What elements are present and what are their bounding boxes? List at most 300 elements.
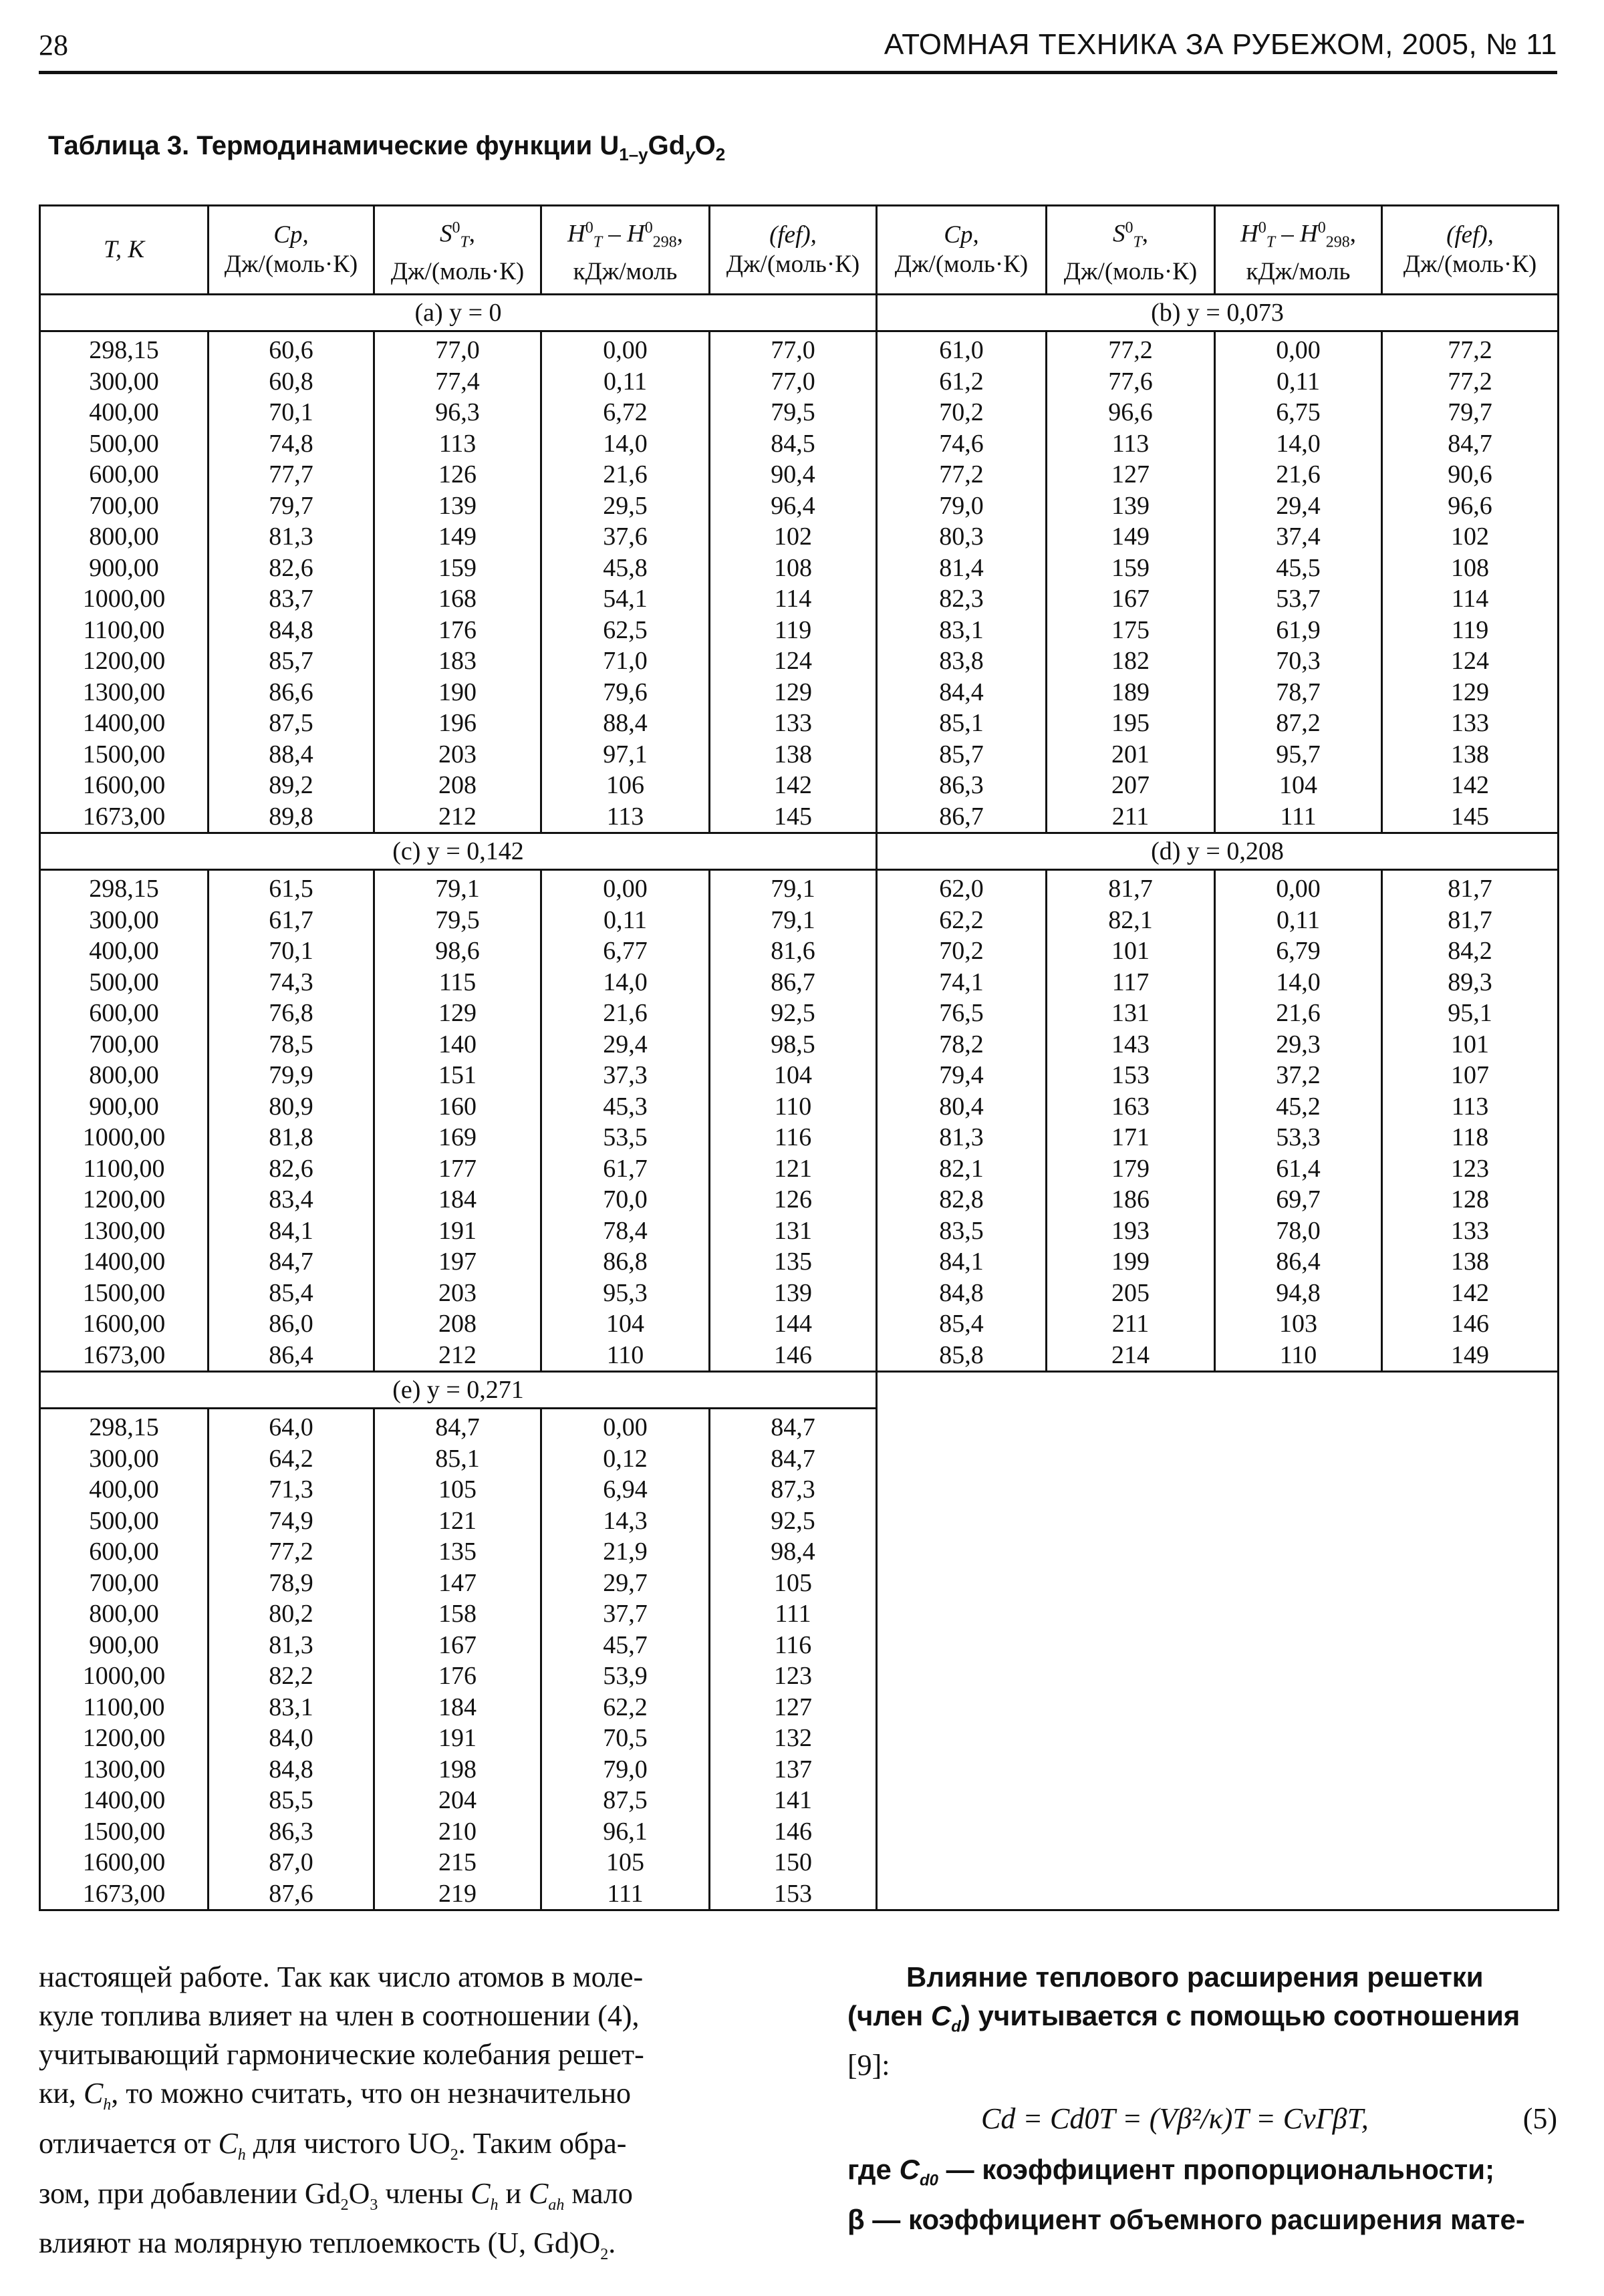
table-row — [40, 1308, 1559, 1340]
cell-a-cp: 60,6 — [209, 331, 374, 366]
cell-e-cp: 83,1 — [209, 1692, 374, 1723]
cell-c-cp: 78,5 — [209, 1029, 374, 1060]
cell-e-h: 21,9 — [541, 1536, 710, 1568]
cell-e-cp: 77,2 — [209, 1536, 374, 1568]
cell-d-f: 146 — [1382, 1308, 1559, 1340]
cell-T: 1100,00 — [40, 1692, 209, 1723]
cell-d-s: 171 — [1047, 1122, 1215, 1153]
col-header-cp: Cp, Дж/(моль·К) — [209, 206, 374, 295]
cell-T: 700,00 — [40, 1029, 209, 1060]
cell-a-f: 133 — [710, 708, 877, 739]
cell-b-cp: 79,0 — [877, 490, 1047, 522]
cell-a-f: 108 — [710, 553, 877, 584]
cell-d-f: 101 — [1382, 1029, 1559, 1060]
cell-c-f: 98,5 — [710, 1029, 877, 1060]
cell-c-s: 197 — [374, 1246, 541, 1278]
cell-e-h: 0,00 — [541, 1409, 710, 1443]
text-line: где $C_{d0}$ — коэффициент пропорциональности; — [847, 2154, 1495, 2190]
cell-T: 1673,00 — [40, 801, 209, 833]
cell-d-f: 89,3 — [1382, 967, 1559, 998]
cell-c-h: 0,11 — [541, 905, 710, 936]
section-c-label: (c) y = 0,142 — [40, 833, 877, 870]
cell-c-s: 177 — [374, 1153, 541, 1185]
cell-d-s: 214 — [1047, 1340, 1215, 1372]
text-line: куле топлива влияет на член в соотношении (4), — [39, 1999, 640, 2032]
cell-a-s: 212 — [374, 801, 541, 833]
cell-c-f: 116 — [710, 1122, 877, 1153]
cell-e-cp: 82,2 — [209, 1661, 374, 1692]
page-number: 28 — [39, 29, 68, 61]
cell-T: 1400,00 — [40, 1246, 209, 1278]
cell-a-h: 45,8 — [541, 553, 710, 584]
table-row — [40, 1029, 1559, 1060]
cell-a-f: 114 — [710, 583, 877, 615]
table-row — [40, 521, 1559, 553]
cell-T: 298,15 — [40, 1409, 209, 1443]
cell-a-cp: 74,8 — [209, 428, 374, 460]
cell-T: 300,00 — [40, 905, 209, 936]
cell-e-s: 215 — [374, 1847, 541, 1878]
cell-a-h: 113 — [541, 801, 710, 833]
cell-a-s: 190 — [374, 677, 541, 708]
cell-T: 1000,00 — [40, 583, 209, 615]
cell-b-s: 195 — [1047, 708, 1215, 739]
cell-b-s: 139 — [1047, 490, 1215, 522]
cell-a-cp: 89,8 — [209, 801, 374, 833]
cell-e-cp: 87,0 — [209, 1847, 374, 1878]
cell-e-s: 147 — [374, 1568, 541, 1599]
cell-b-cp: 77,2 — [877, 459, 1047, 490]
cell-b-s: 96,6 — [1047, 397, 1215, 428]
cell-e-f: 137 — [710, 1754, 877, 1785]
cell-c-s: 169 — [374, 1122, 541, 1153]
cell-b-f: 96,6 — [1382, 490, 1559, 522]
cell-c-f: 86,7 — [710, 967, 877, 998]
header-rule — [39, 71, 1557, 74]
cell-c-h: 37,3 — [541, 1060, 710, 1091]
cell-c-f: 144 — [710, 1308, 877, 1340]
cell-d-f: 81,7 — [1382, 870, 1559, 905]
cell-e-s: 191 — [374, 1723, 541, 1754]
cell-c-h: 78,4 — [541, 1215, 710, 1247]
cell-a-cp: 86,6 — [209, 677, 374, 708]
cell-e-h: 70,5 — [541, 1723, 710, 1754]
cell-b-f: 79,7 — [1382, 397, 1559, 428]
table-caption: Таблица 3. Термодинамические функции $U_{1-y}Gd_yO_2$ — [48, 131, 726, 164]
cell-e-h: 0,12 — [541, 1443, 710, 1475]
cell-d-cp: 62,2 — [877, 905, 1047, 936]
cell-T: 1600,00 — [40, 1847, 209, 1878]
cell-d-cp: 80,4 — [877, 1091, 1047, 1123]
cell-d-s: 101 — [1047, 936, 1215, 967]
cell-b-f: 77,2 — [1382, 366, 1559, 398]
col-header-fef: (fef), Дж/(моль·К) — [710, 206, 877, 295]
table-row — [40, 1122, 1559, 1153]
cell-b-h: 29,4 — [1215, 490, 1382, 522]
cell-c-cp: 70,1 — [209, 936, 374, 967]
cell-c-s: 115 — [374, 967, 541, 998]
cell-e-h: 111 — [541, 1878, 710, 1910]
cell-c-cp: 83,4 — [209, 1184, 374, 1215]
cell-c-f: 81,6 — [710, 936, 877, 967]
cell-a-s: 77,0 — [374, 331, 541, 366]
cell-b-h: 87,2 — [1215, 708, 1382, 739]
cell-e-cp: 84,8 — [209, 1754, 374, 1785]
table-row — [40, 739, 1559, 770]
cell-d-h: 61,4 — [1215, 1153, 1382, 1185]
cell-c-f: 139 — [710, 1278, 877, 1309]
cell-c-s: 191 — [374, 1215, 541, 1247]
cell-e-f: 98,4 — [710, 1536, 877, 1568]
cell-e-f: 153 — [710, 1878, 877, 1910]
cell-b-h: 6,75 — [1215, 397, 1382, 428]
cell-e-cp: 78,9 — [209, 1568, 374, 1599]
table-row — [40, 366, 1559, 398]
cell-c-cp: 76,8 — [209, 998, 374, 1029]
cell-T: 300,00 — [40, 1443, 209, 1475]
cell-e-s: 135 — [374, 1536, 541, 1568]
cell-e-cp: 74,9 — [209, 1505, 374, 1537]
cell-e-f: 146 — [710, 1816, 877, 1848]
cell-a-s: 183 — [374, 645, 541, 677]
cell-e-h: 96,1 — [541, 1816, 710, 1848]
cell-d-cp: 81,3 — [877, 1122, 1047, 1153]
text-line: отличается от $C_h$ для чистого $UO_2$. Таким обра- — [39, 2126, 627, 2164]
cell-c-s: 129 — [374, 998, 541, 1029]
cell-b-cp: 86,3 — [877, 770, 1047, 801]
cell-d-f: 123 — [1382, 1153, 1559, 1185]
cell-b-h: 61,9 — [1215, 615, 1382, 646]
cell-e-h: 62,2 — [541, 1692, 710, 1723]
cell-c-h: 0,00 — [541, 870, 710, 905]
table-row — [40, 936, 1559, 967]
cell-c-cp: 81,8 — [209, 1122, 374, 1153]
cell-T: 1500,00 — [40, 1278, 209, 1309]
cell-e-h: 105 — [541, 1847, 710, 1878]
cell-a-f: 142 — [710, 770, 877, 801]
cell-e-f: 123 — [710, 1661, 877, 1692]
cell-e-h: 37,7 — [541, 1598, 710, 1630]
cell-e-s: 198 — [374, 1754, 541, 1785]
cell-T: 400,00 — [40, 1474, 209, 1505]
cell-a-cp: 85,7 — [209, 645, 374, 677]
cell-b-f: 133 — [1382, 708, 1559, 739]
text-line: зом, при добавлении $Gd_2O_3$ члены $C_h$ и $C_{ah}$ мало — [39, 2176, 633, 2214]
col-header-h-2: $H^0_T - H^0_{298}$, кДж/моль — [1215, 206, 1382, 295]
cell-a-cp: 82,6 — [209, 553, 374, 584]
cell-a-h: 0,00 — [541, 331, 710, 366]
cell-d-h: 53,3 — [1215, 1122, 1382, 1153]
cell-c-s: 79,5 — [374, 905, 541, 936]
cell-b-s: 113 — [1047, 428, 1215, 460]
cell-c-f: 104 — [710, 1060, 877, 1091]
table-row — [40, 459, 1559, 490]
cell-d-f: 81,7 — [1382, 905, 1559, 936]
cell-c-h: 104 — [541, 1308, 710, 1340]
table-row — [40, 677, 1559, 708]
cell-c-h: 70,0 — [541, 1184, 710, 1215]
journal-title: АТОМНАЯ ТЕХНИКА ЗА РУБЕЖОМ, 2005, № 11 — [884, 28, 1557, 61]
cell-T: 1300,00 — [40, 1215, 209, 1247]
cell-e-f: 84,7 — [710, 1443, 877, 1475]
cell-d-cp: 82,8 — [877, 1184, 1047, 1215]
cell-c-s: 212 — [374, 1340, 541, 1372]
cell-a-s: 196 — [374, 708, 541, 739]
cell-e-s: 85,1 — [374, 1443, 541, 1475]
cell-a-s: 149 — [374, 521, 541, 553]
cell-b-f: 102 — [1382, 521, 1559, 553]
cell-T: 800,00 — [40, 1060, 209, 1091]
cell-b-cp: 86,7 — [877, 801, 1047, 833]
table-row — [40, 583, 1559, 615]
cell-a-cp: 84,8 — [209, 615, 374, 646]
cell-T: 1673,00 — [40, 1878, 209, 1910]
cell-c-h: 29,4 — [541, 1029, 710, 1060]
cell-a-f: 84,5 — [710, 428, 877, 460]
cell-a-f: 79,5 — [710, 397, 877, 428]
cell-e-cp: 64,2 — [209, 1443, 374, 1475]
cell-c-h: 110 — [541, 1340, 710, 1372]
table-row — [40, 645, 1559, 677]
cell-e-s: 105 — [374, 1474, 541, 1505]
cell-c-f: 121 — [710, 1153, 877, 1185]
cell-T: 400,00 — [40, 936, 209, 967]
cell-e-f: 127 — [710, 1692, 877, 1723]
cell-T: 1200,00 — [40, 1723, 209, 1754]
table-row — [40, 1340, 1559, 1372]
cell-d-s: 199 — [1047, 1246, 1215, 1278]
cell-d-s: 205 — [1047, 1278, 1215, 1309]
cell-a-cp: 88,4 — [209, 739, 374, 770]
cell-T: 1000,00 — [40, 1122, 209, 1153]
cell-T: 298,15 — [40, 870, 209, 905]
cell-b-f: 90,6 — [1382, 459, 1559, 490]
cell-b-f: 84,7 — [1382, 428, 1559, 460]
cell-a-f: 145 — [710, 801, 877, 833]
cell-a-h: 54,1 — [541, 583, 710, 615]
cell-T: 1200,00 — [40, 1184, 209, 1215]
table-row — [40, 490, 1559, 522]
cell-b-s: 77,6 — [1047, 366, 1215, 398]
cell-T: 1300,00 — [40, 677, 209, 708]
cell-e-cp: 71,3 — [209, 1474, 374, 1505]
cell-b-cp: 61,0 — [877, 331, 1047, 366]
cell-d-cp: 79,4 — [877, 1060, 1047, 1091]
cell-a-h: 79,6 — [541, 677, 710, 708]
col-header-h: $H^0_T - H^0_{298}$, кДж/моль — [541, 206, 710, 295]
cell-a-h: 29,5 — [541, 490, 710, 522]
cell-c-h: 45,3 — [541, 1091, 710, 1123]
cell-d-h: 69,7 — [1215, 1184, 1382, 1215]
section-a-label: (a) y = 0 — [40, 295, 877, 331]
cell-d-f: 84,2 — [1382, 936, 1559, 967]
text-line: (член $C_d$) учитывается с помощью соотношения — [847, 2000, 1520, 2036]
cell-a-s: 126 — [374, 459, 541, 490]
cell-a-f: 90,4 — [710, 459, 877, 490]
cell-d-s: 143 — [1047, 1029, 1215, 1060]
cell-c-h: 21,6 — [541, 998, 710, 1029]
cell-a-cp: 83,7 — [209, 583, 374, 615]
cell-a-s: 176 — [374, 615, 541, 646]
cell-e-cp: 86,3 — [209, 1816, 374, 1848]
cell-d-f: 133 — [1382, 1215, 1559, 1247]
cell-T: 800,00 — [40, 1598, 209, 1630]
cell-d-f: 113 — [1382, 1091, 1559, 1123]
cell-c-cp: 80,9 — [209, 1091, 374, 1123]
cell-b-s: 77,2 — [1047, 331, 1215, 366]
cell-e-cp: 80,2 — [209, 1598, 374, 1630]
cell-e-h: 45,7 — [541, 1630, 710, 1661]
cell-a-h: 71,0 — [541, 645, 710, 677]
cell-T: 500,00 — [40, 1505, 209, 1537]
table-row — [40, 905, 1559, 936]
table-row — [40, 428, 1559, 460]
right-text-column — [847, 1958, 1557, 2239]
cell-e-f: 116 — [710, 1630, 877, 1661]
cell-c-s: 79,1 — [374, 870, 541, 905]
cell-d-h: 86,4 — [1215, 1246, 1382, 1278]
cell-d-f: 128 — [1382, 1184, 1559, 1215]
equation-number: (5) — [1522, 2102, 1557, 2136]
cell-d-cp: 84,1 — [877, 1246, 1047, 1278]
text-line: β — коэффициент объемного расширения мате- — [847, 2203, 1525, 2235]
text-line: влияют на молярную теплоемкость (U, $Gd)O_2$. — [39, 2227, 616, 2264]
cell-b-cp: 82,3 — [877, 583, 1047, 615]
cell-c-cp: 86,4 — [209, 1340, 374, 1372]
cell-c-cp: 84,1 — [209, 1215, 374, 1247]
table-row — [40, 397, 1559, 428]
table-row — [40, 801, 1559, 833]
cell-d-f: 107 — [1382, 1060, 1559, 1091]
cell-d-f: 95,1 — [1382, 998, 1559, 1029]
equation-body: Cd = Cd0T = (Vβ²/κ)T = CvΓβT, — [981, 2102, 1369, 2136]
cell-a-cp: 89,2 — [209, 770, 374, 801]
cell-d-s: 153 — [1047, 1060, 1215, 1091]
cell-d-s: 193 — [1047, 1215, 1215, 1247]
cell-c-f: 135 — [710, 1246, 877, 1278]
cell-T: 298,15 — [40, 331, 209, 366]
cell-e-cp: 64,0 — [209, 1409, 374, 1443]
cell-b-s: 175 — [1047, 615, 1215, 646]
cell-c-h: 14,0 — [541, 967, 710, 998]
cell-d-h: 78,0 — [1215, 1215, 1382, 1247]
cell-b-f: 108 — [1382, 553, 1559, 584]
cell-c-h: 86,8 — [541, 1246, 710, 1278]
cell-c-cp: 82,6 — [209, 1153, 374, 1185]
cell-c-cp: 61,5 — [209, 870, 374, 905]
cell-T: 600,00 — [40, 1536, 209, 1568]
cell-a-h: 0,11 — [541, 366, 710, 398]
cell-b-h: 78,7 — [1215, 677, 1382, 708]
cell-e-f: 132 — [710, 1723, 877, 1754]
cell-b-s: 207 — [1047, 770, 1215, 801]
cell-d-f: 142 — [1382, 1278, 1559, 1309]
table-row — [40, 870, 1559, 905]
cell-d-h: 0,11 — [1215, 905, 1382, 936]
cell-b-f: 124 — [1382, 645, 1559, 677]
cell-b-cp: 80,3 — [877, 521, 1047, 553]
cell-a-s: 96,3 — [374, 397, 541, 428]
cell-e-s: 84,7 — [374, 1409, 541, 1443]
cell-d-s: 117 — [1047, 967, 1215, 998]
cell-d-s: 179 — [1047, 1153, 1215, 1185]
cell-d-cp: 85,8 — [877, 1340, 1047, 1372]
cell-a-s: 203 — [374, 739, 541, 770]
cell-c-s: 184 — [374, 1184, 541, 1215]
cell-d-h: 6,79 — [1215, 936, 1382, 967]
cell-c-f: 110 — [710, 1091, 877, 1123]
cell-T: 300,00 — [40, 366, 209, 398]
table-row — [40, 708, 1559, 739]
cell-a-h: 62,5 — [541, 615, 710, 646]
cell-d-h: 21,6 — [1215, 998, 1382, 1029]
cell-e-h: 53,9 — [541, 1661, 710, 1692]
cell-b-h: 111 — [1215, 801, 1382, 833]
cell-T: 1300,00 — [40, 1754, 209, 1785]
cell-b-f: 129 — [1382, 677, 1559, 708]
col-header-s: $S^0_T$, Дж/(моль·К) — [374, 206, 541, 295]
cell-T: 1000,00 — [40, 1661, 209, 1692]
block-a-b — [40, 295, 1559, 833]
cell-b-f: 142 — [1382, 770, 1559, 801]
cell-e-h: 29,7 — [541, 1568, 710, 1599]
cell-b-s: 201 — [1047, 739, 1215, 770]
cell-e-s: 210 — [374, 1816, 541, 1848]
cell-a-f: 77,0 — [710, 366, 877, 398]
cell-c-h: 6,77 — [541, 936, 710, 967]
cell-b-f: 145 — [1382, 801, 1559, 833]
cell-e-cp: 84,0 — [209, 1723, 374, 1754]
cell-c-h: 53,5 — [541, 1122, 710, 1153]
cell-b-h: 14,0 — [1215, 428, 1382, 460]
cell-b-h: 95,7 — [1215, 739, 1382, 770]
cell-T: 1400,00 — [40, 1785, 209, 1816]
cell-a-f: 129 — [710, 677, 877, 708]
cell-a-h: 37,6 — [541, 521, 710, 553]
table-row — [40, 770, 1559, 801]
cell-e-s: 184 — [374, 1692, 541, 1723]
cell-c-s: 160 — [374, 1091, 541, 1123]
section-e-label: (e) y = 0,271 — [40, 1372, 877, 1409]
cell-d-h: 37,2 — [1215, 1060, 1382, 1091]
cell-e-cp: 81,3 — [209, 1630, 374, 1661]
cell-a-f: 124 — [710, 645, 877, 677]
equation-5 — [847, 2100, 1557, 2150]
cell-T: 700,00 — [40, 1568, 209, 1599]
cell-a-f: 138 — [710, 739, 877, 770]
cell-d-h: 103 — [1215, 1308, 1382, 1340]
cell-b-cp: 74,6 — [877, 428, 1047, 460]
cell-c-f: 92,5 — [710, 998, 877, 1029]
cell-c-cp: 86,0 — [209, 1308, 374, 1340]
cell-b-s: 159 — [1047, 553, 1215, 584]
cell-T: 400,00 — [40, 397, 209, 428]
cell-d-s: 186 — [1047, 1184, 1215, 1215]
left-text-column — [39, 1958, 747, 2274]
cell-e-s: 204 — [374, 1785, 541, 1816]
empty-cell — [877, 1372, 1559, 1910]
cell-b-h: 0,11 — [1215, 366, 1382, 398]
table-row — [40, 1215, 1559, 1247]
cell-b-h: 70,3 — [1215, 645, 1382, 677]
cell-a-h: 6,72 — [541, 397, 710, 428]
block-e — [40, 1372, 1559, 1910]
cell-c-s: 98,6 — [374, 936, 541, 967]
section-b-label: (b) y = 0,073 — [877, 295, 1559, 331]
cell-e-s: 176 — [374, 1661, 541, 1692]
cell-a-s: 113 — [374, 428, 541, 460]
cell-b-h: 104 — [1215, 770, 1382, 801]
